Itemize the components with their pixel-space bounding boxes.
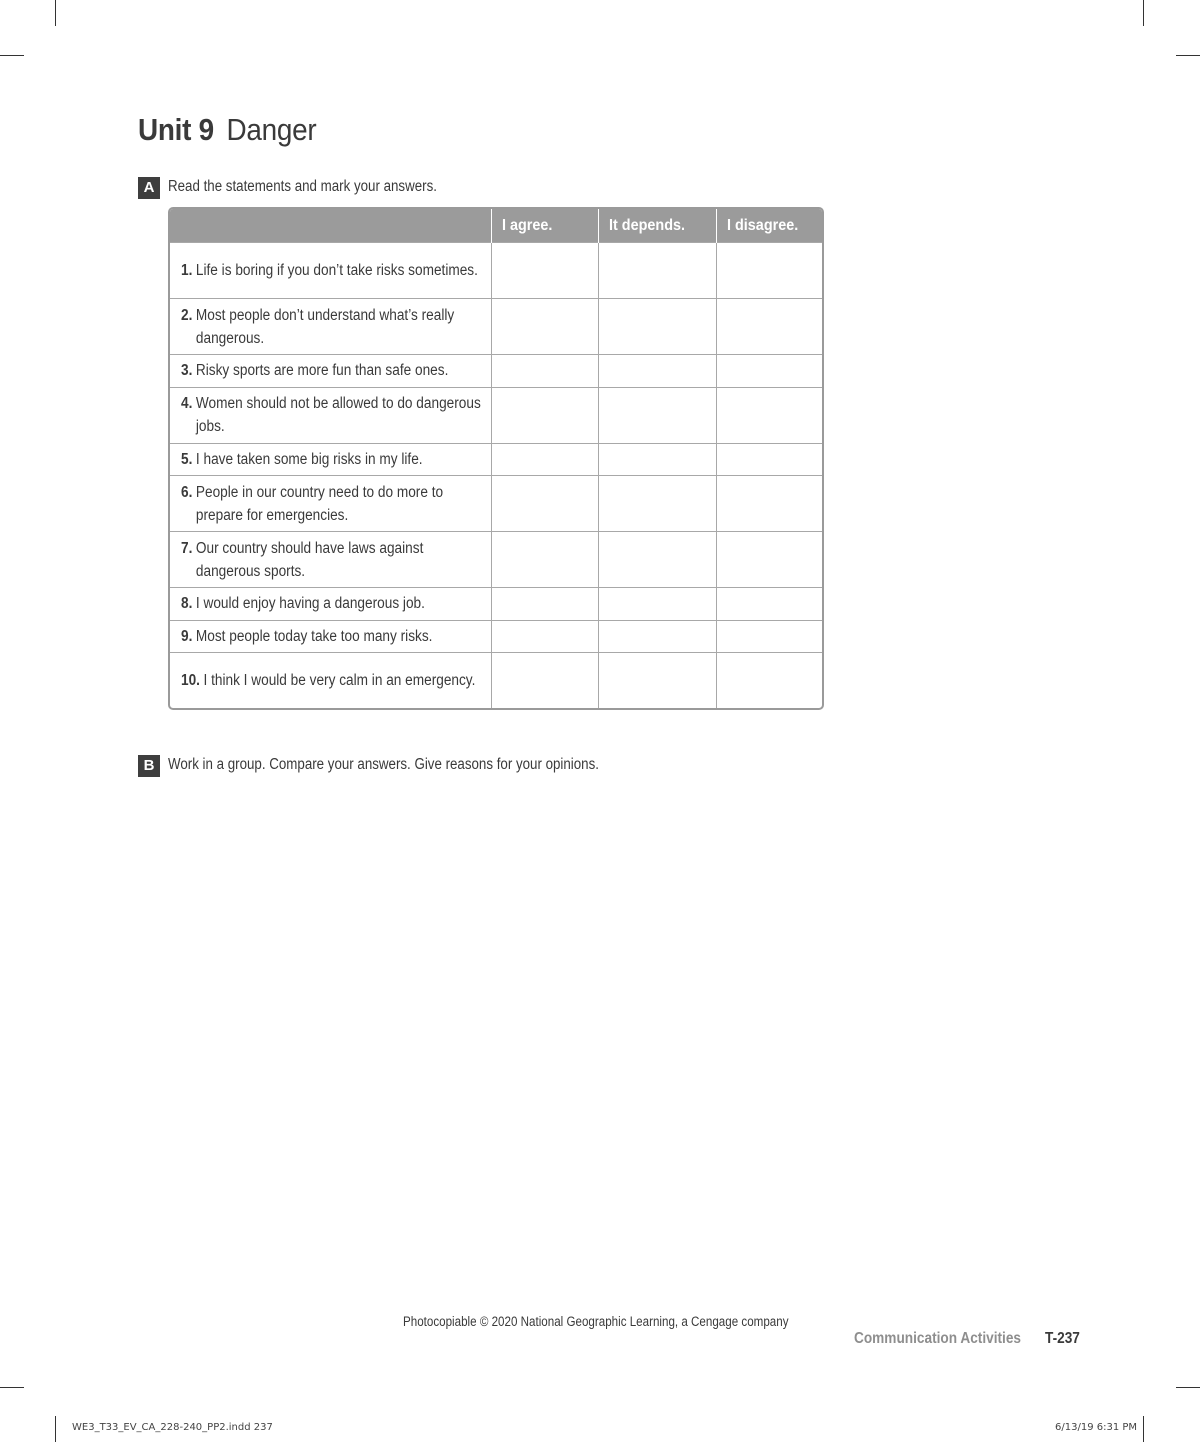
answer-cell-disagree[interactable] <box>716 653 822 709</box>
answer-cell-depends[interactable] <box>598 243 716 299</box>
column-header-statement <box>170 209 491 243</box>
answer-cell-disagree[interactable] <box>716 243 822 299</box>
statement-number: 5. <box>181 450 193 468</box>
section-a-badge: A <box>138 177 160 199</box>
answer-cell-agree[interactable] <box>491 443 598 476</box>
answer-cell-agree[interactable] <box>491 620 598 653</box>
statement-text: Most people don’t understand what’s really dangerous. <box>195 306 455 347</box>
answer-cell-disagree[interactable] <box>716 355 822 388</box>
table-row <box>170 476 822 532</box>
survey-table <box>168 207 824 710</box>
statement-text: Our country should have laws against dangerous sports. <box>195 539 424 580</box>
statement-number: 1. <box>181 262 193 279</box>
answer-cell-depends[interactable] <box>598 653 716 709</box>
statement-text: Life is boring if you don’t take risks sometimes. <box>195 262 478 279</box>
statement-number: 7. <box>181 539 193 557</box>
answer-cell-disagree[interactable] <box>716 588 822 621</box>
answer-cell-agree[interactable] <box>491 355 598 388</box>
statement-cell <box>170 387 491 443</box>
statement-cell <box>170 355 491 388</box>
answer-cell-disagree[interactable] <box>716 443 822 476</box>
column-header-depends: It depends. <box>598 209 716 243</box>
crop-mark <box>0 55 24 56</box>
answer-cell-agree[interactable] <box>491 653 598 709</box>
answer-cell-agree[interactable] <box>491 387 598 443</box>
statement-cell <box>170 443 491 476</box>
statement-text: I think I would be very calm in an emergency. <box>203 672 476 689</box>
unit-number: Unit 9 <box>138 112 214 147</box>
answer-cell-disagree[interactable] <box>716 299 822 355</box>
answer-cell-depends[interactable] <box>598 476 716 532</box>
print-slug-date: 6/13/19 6:31 PM <box>1055 1422 1138 1433</box>
table-row <box>170 532 822 588</box>
page-number: T-237 <box>1045 1330 1080 1347</box>
answer-cell-agree[interactable] <box>491 588 598 621</box>
statement-cell <box>170 532 491 588</box>
section-b-instruction: Work in a group. Compare your answers. Give reasons for your opinions. <box>168 756 599 773</box>
crop-mark <box>0 1387 24 1388</box>
table-header-row <box>170 209 822 243</box>
column-header-disagree: I disagree. <box>716 209 822 243</box>
answer-cell-depends[interactable] <box>598 588 716 621</box>
answer-cell-agree[interactable] <box>491 299 598 355</box>
answer-cell-disagree[interactable] <box>716 532 822 588</box>
statement-number: 8. <box>181 595 193 613</box>
statement-cell <box>170 299 491 355</box>
statement-cell <box>170 243 491 299</box>
table-row <box>170 653 822 709</box>
statement-number: 9. <box>181 627 193 645</box>
table-row <box>170 243 822 299</box>
crop-mark <box>1176 55 1200 56</box>
answer-cell-agree[interactable] <box>491 476 598 532</box>
statement-number: 6. <box>181 483 193 501</box>
table-row <box>170 588 822 621</box>
answer-cell-agree[interactable] <box>491 243 598 299</box>
statement-number: 10. <box>181 672 200 689</box>
statement-cell <box>170 476 491 532</box>
answer-cell-disagree[interactable] <box>716 387 822 443</box>
answer-cell-depends[interactable] <box>598 299 716 355</box>
section-a-instruction: Read the statements and mark your answers. <box>168 178 437 195</box>
unit-name: Danger <box>226 112 317 147</box>
section-label: Communication Activities <box>854 1330 1021 1347</box>
crop-mark <box>55 0 56 26</box>
table-row <box>170 620 822 653</box>
statement-number: 4. <box>181 395 193 412</box>
answer-cell-disagree[interactable] <box>716 476 822 532</box>
crop-mark <box>55 1416 56 1442</box>
answer-cell-agree[interactable] <box>491 532 598 588</box>
answer-cell-depends[interactable] <box>598 355 716 388</box>
answer-cell-depends[interactable] <box>598 532 716 588</box>
answer-cell-depends[interactable] <box>598 443 716 476</box>
answer-cell-depends[interactable] <box>598 620 716 653</box>
statement-cell <box>170 653 491 709</box>
answer-cell-disagree[interactable] <box>716 620 822 653</box>
table-row <box>170 387 822 443</box>
statement-cell <box>170 588 491 621</box>
crop-mark <box>1143 1416 1144 1442</box>
print-slug-file: WE3_T33_EV_CA_228-240_PP2.indd 237 <box>72 1422 273 1433</box>
statement-text: Women should not be allowed to do dangerous jobs. <box>195 395 481 435</box>
copyright-notice: Photocopiable © 2020 National Geographic Learning, a Cengage company <box>403 1314 789 1329</box>
table-row <box>170 299 822 355</box>
crop-mark <box>1176 1387 1200 1388</box>
statement-text: I have taken some big risks in my life. <box>195 450 423 468</box>
statement-text: I would enjoy having a dangerous job. <box>195 595 425 613</box>
statement-number: 3. <box>181 362 193 380</box>
table-row <box>170 355 822 388</box>
crop-mark <box>1143 0 1144 26</box>
column-header-agree: I agree. <box>491 209 598 243</box>
statement-text: People in our country need to do more to prepare for emergencies. <box>195 483 444 524</box>
table-row <box>170 443 822 476</box>
answer-cell-depends[interactable] <box>598 387 716 443</box>
statement-number: 2. <box>181 306 193 324</box>
statement-cell <box>170 620 491 653</box>
section-b-badge: B <box>138 755 160 777</box>
statement-text: Most people today take too many risks. <box>195 627 433 645</box>
page-title <box>138 112 316 148</box>
statement-text: Risky sports are more fun than safe ones. <box>195 362 449 380</box>
